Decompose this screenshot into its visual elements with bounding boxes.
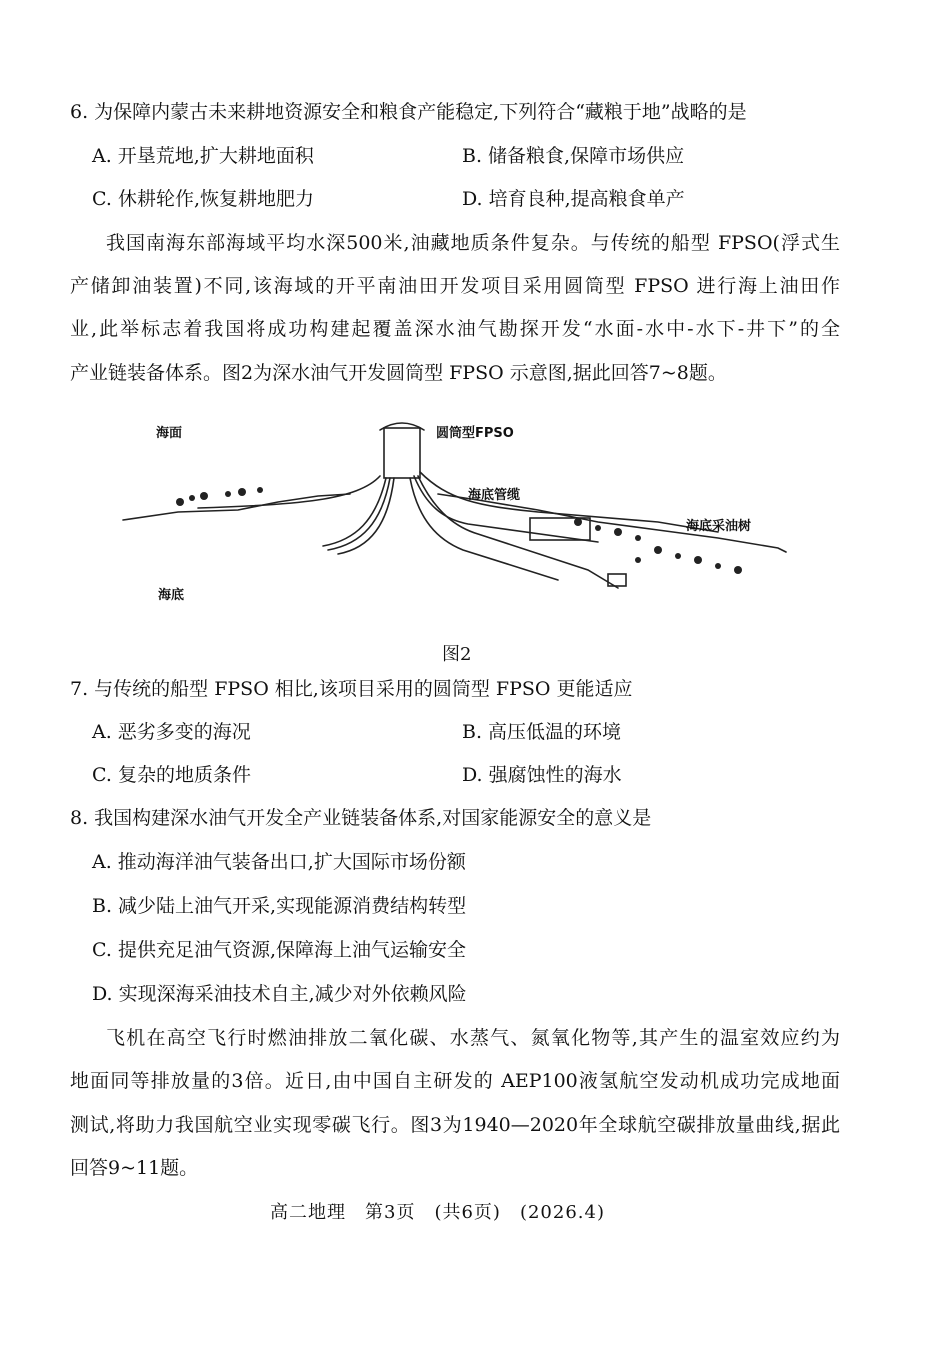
question-8-stem: 8. 我国构建深水油气开发全产业链装备体系,对国家能源安全的意义是 [70, 807, 652, 829]
passage-2-line-2: 地面同等排放量的3倍。近日,由中国自主研发的 AEP100液氢航空发动机成功完成地面 [70, 1070, 840, 1092]
question-6-option-a: A. 开垦荒地,扩大耕地面积 [92, 145, 314, 167]
question-7-option-c: C. 复杂的地质条件 [92, 764, 251, 786]
riser-left-3 [338, 478, 394, 554]
question-8-option-c: C. 提供充足油气资源,保障海上油气运输安全 [92, 939, 466, 961]
question-7-option-b: B. 高压低温的环境 [462, 721, 622, 743]
passage-1-line-3: 业,此举标志着我国将成功构建起覆盖深水油气勘探开发“水面-水中-水下-井下”的全 [70, 318, 840, 340]
question-8-option-b: B. 减少陆上油气开采,实现能源消费结构转型 [92, 895, 467, 917]
figure-2-caption: 图2 [442, 644, 472, 665]
label-subsea-tree: 海底采油树 [686, 519, 752, 534]
question-6-option-d: D. 培育良种,提高粮食单产 [462, 188, 685, 210]
question-6-option-b: B. 储备粮食,保障市场供应 [462, 145, 685, 167]
page-footer: 高二地理 第3页 (共6页) (2026.4) [270, 1202, 605, 1223]
passage-1-line-2: 产储卸油装置)不同,该海域的开平南油田开发项目采用圆筒型 FPSO 进行海上油田作 [70, 275, 840, 297]
question-7-stem: 7. 与传统的船型 FPSO 相比,该项目采用的圆筒型 FPSO 更能适应 [70, 678, 633, 700]
question-8-option-d: D. 实现深海采油技术自主,减少对外依赖风险 [92, 983, 467, 1005]
question-7-option-d: D. 强腐蚀性的海水 [462, 764, 622, 786]
subsea-trees-left [176, 487, 263, 506]
label-fpso: 圆筒型FPSO [436, 426, 514, 441]
flowline-left [198, 476, 380, 508]
question-6-option-c: C. 休耕轮作,恢复耕地肥力 [92, 188, 314, 210]
passage-1-line-4: 产业链装备体系。图2为深水油气开发圆筒型 FPSO 示意图,据此回答7~8题。 [70, 362, 727, 384]
figure-2-fpso-diagram [118, 410, 838, 620]
fpso-hull [384, 428, 420, 478]
question-7-option-a: A. 恶劣多变的海况 [92, 721, 251, 743]
question-8-option-a: A. 推动海洋油气装备出口,扩大国际市场份额 [92, 851, 466, 873]
passage-2-line-3: 测试,将助力我国航空业实现零碳飞行。图3为1940—2020年全球航空碳排放量曲线,据此 [70, 1114, 840, 1136]
label-sea-surface: 海面 [156, 426, 183, 441]
passage-2-line-4: 回答9~11题。 [70, 1157, 199, 1179]
question-6-stem: 6. 为保障内蒙古未来耕地资源安全和粮食产能稳定,下列符合“藏粮于地”战略的是 [70, 101, 747, 123]
passage-2-line-1: 飞机在高空飞行时燃油排放二氧化碳、水蒸气、氮氧化物等,其产生的温室效应约为 [106, 1027, 840, 1049]
passage-1-line-1: 我国南海东部海域平均水深500米,油藏地质条件复杂。与传统的船型 FPSO(浮式生 [106, 232, 840, 254]
riser-left-1 [323, 478, 386, 546]
label-seabed-cable: 海底管缆 [468, 488, 521, 503]
label-seabed: 海底 [158, 588, 185, 603]
